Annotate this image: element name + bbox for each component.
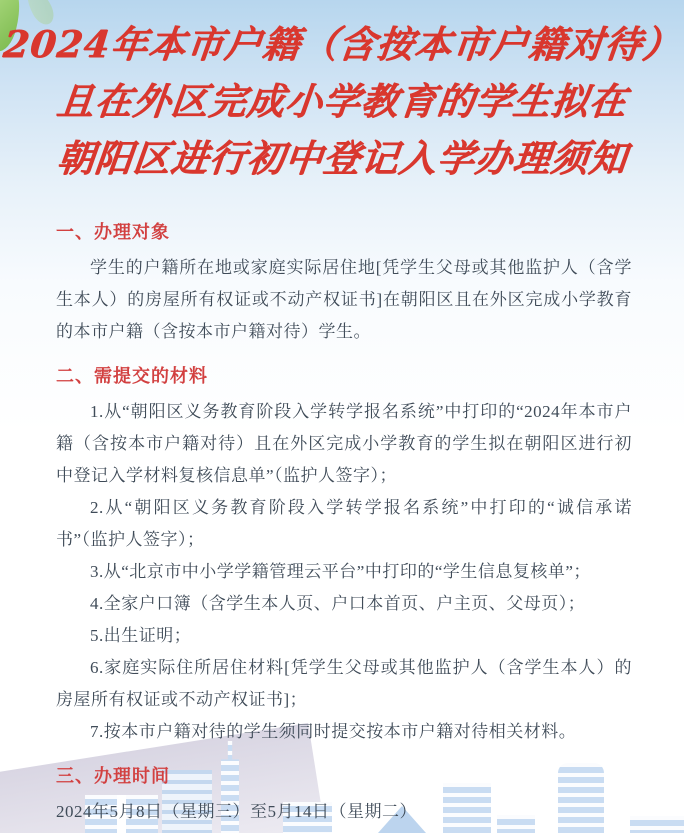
section-heading: 三、办理时间 bbox=[56, 766, 170, 786]
section-target-audience bbox=[56, 220, 632, 348]
list-item-4: 4.全家户口簿（含学生本人页、户口本首页、户主页、父母页）； bbox=[90, 594, 586, 613]
section-heading: 二、需提交的材料 bbox=[56, 366, 208, 386]
list-item-3: 3.从“北京市中小学学籍管理云平台”中打印的“学生信息复核单”； bbox=[90, 562, 591, 581]
list-item-7: 7.按本市户籍对待的学生须同时提交按本市户籍对待相关材料。 bbox=[90, 722, 577, 741]
list-item-6: 6.家庭实际住所居住材料[凭学生父母或其他监护人（含学生本人）的房屋所有权证或不动产权证书]； bbox=[56, 658, 632, 709]
list-item-1: 1.从“朝阳区义务教育阶段入学转学报名系统”中打印的“2024年本市户籍（含按本市户籍对待）且在外区完成小学教育的学生拟在朝阳区进行初中登记入学材料复核信息单”（监护人签字）； bbox=[56, 402, 632, 485]
title-line-2: 且在外区完成小学教育的学生拟在 bbox=[54, 79, 630, 123]
notice-body bbox=[56, 220, 632, 833]
list-item-2: 2.从“朝阳区义务教育阶段入学转学报名系统”中打印的“诚信承诺书”（监护人签字）； bbox=[56, 498, 632, 549]
title-line-1: 2024年本市户籍（含按本市户籍对待） bbox=[1, 22, 683, 66]
notice-title bbox=[0, 0, 684, 187]
paragraph: 学生的户籍所在地或家庭实际居住地[凭学生父母或其他监护人（含学生本人）的房屋所有权证或不动产权证书]在朝阳区且在外区完成小学教育的本市户籍（含按本市户籍对待）学生。 bbox=[56, 258, 632, 341]
title-line-3: 朝阳区进行初中登记入学办理须知 bbox=[54, 136, 630, 180]
list-item-5: 5.出生证明； bbox=[90, 626, 192, 645]
date-range: 2024年5月8日（星期三）至5月14日（星期二） bbox=[56, 802, 417, 821]
section-heading: 一、办理对象 bbox=[56, 222, 170, 242]
section-processing-time bbox=[56, 764, 632, 828]
building-icon bbox=[630, 816, 684, 833]
section-required-materials bbox=[56, 364, 632, 748]
